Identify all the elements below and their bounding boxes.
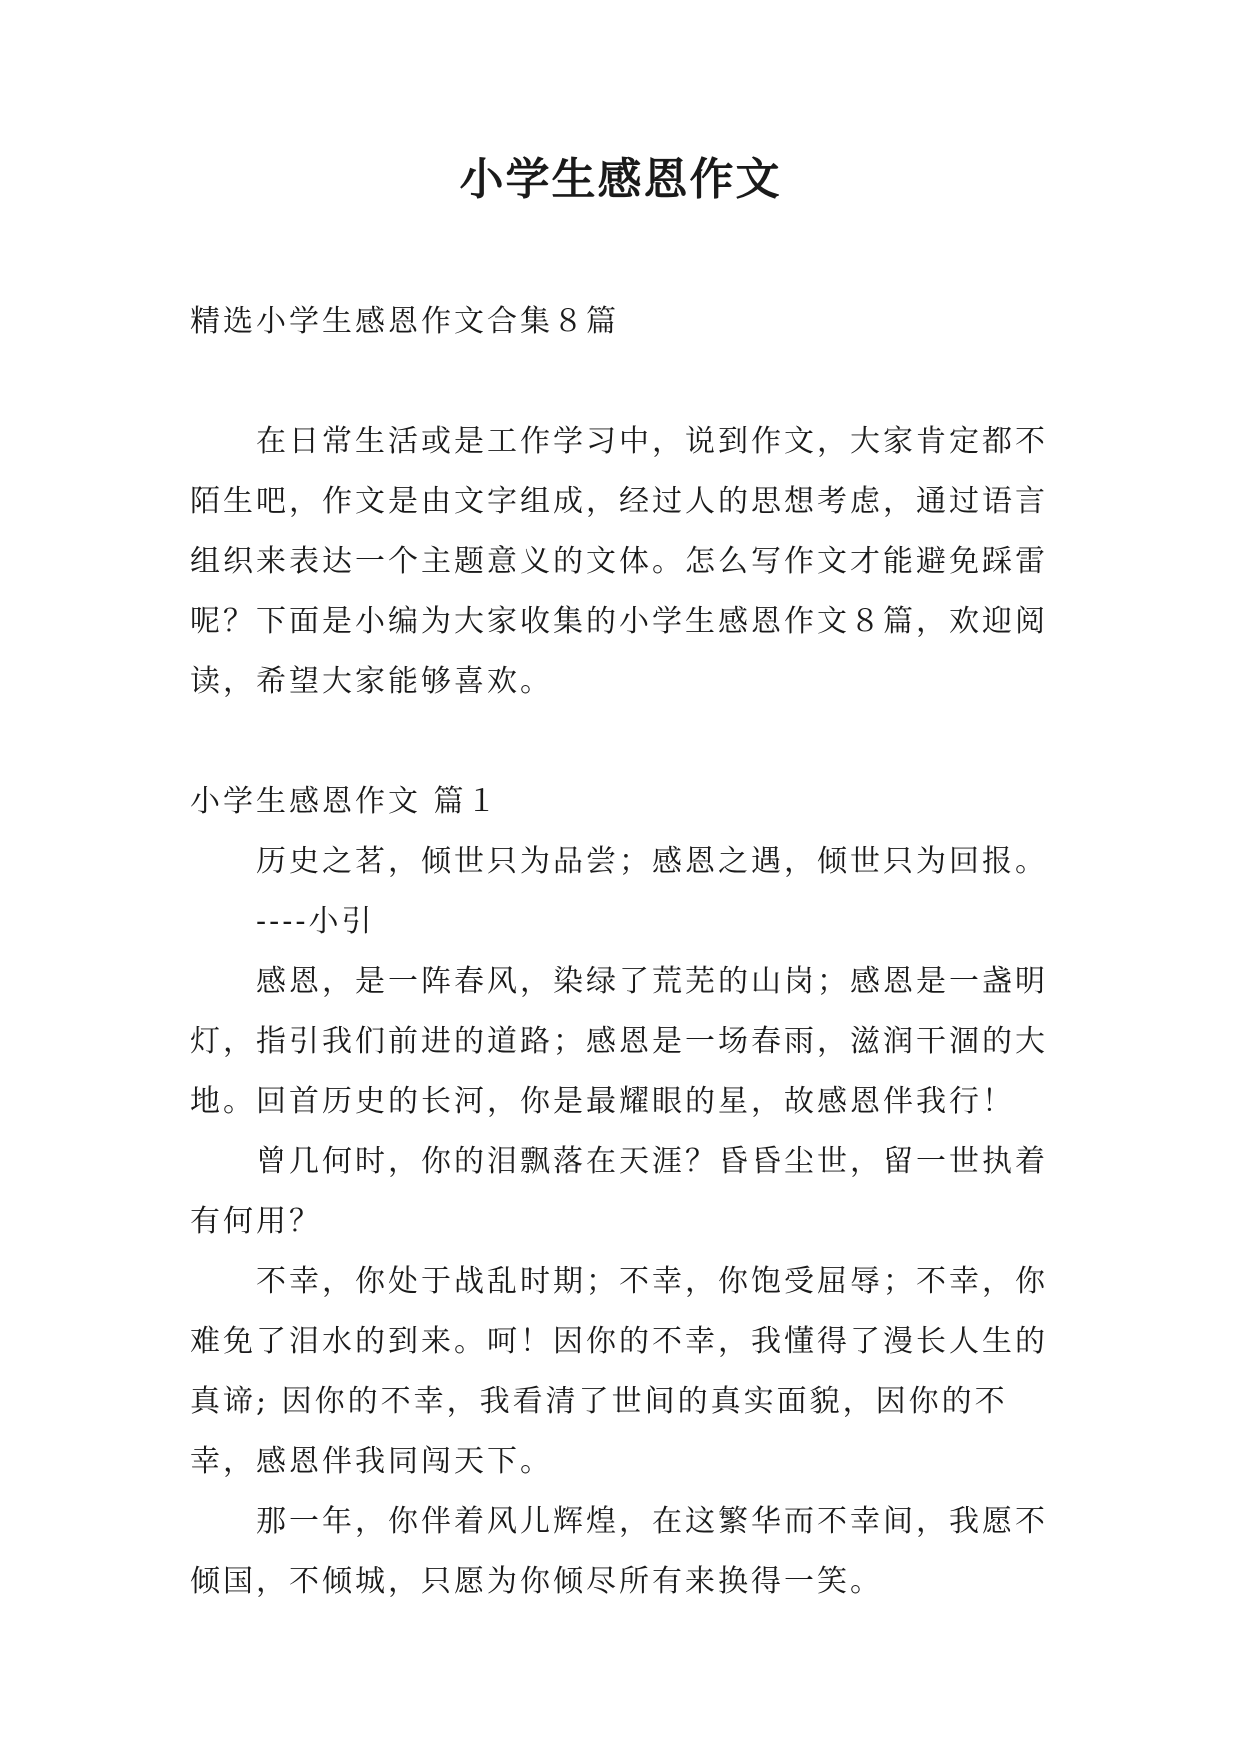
document-subtitle: 精选小学生感恩作文合集８篇 [190, 304, 619, 339]
body-paragraph: 不幸，你处于战乱时期；不幸，你饱受屈辱；不幸，你难免了泪水的到来。呵！因你的不幸，我懂得了漫长人生的真谛; 因你的不幸，我看清了世间的真实面貌，因你的不幸，感恩伴我同闯天下。 [190, 1264, 1048, 1479]
body-paragraph: 感恩，是一阵春风，染绿了荒芜的山岗；感恩是一盏明灯，指引我们前进的道路；感恩是一场春雨，滋润干涸的大地。回首历史的长河，你是最耀眼的星，故感恩伴我行！ [190, 964, 1048, 1119]
document-body [190, 292, 1060, 1612]
body-paragraph: ----小引 [256, 904, 375, 939]
intro-paragraph: 在日常生活或是工作学习中，说到作文，大家肯定都不陌生吧，作文是由文字组成，经过人的思想考虑，通过语言组织来表达一个主题意义的文体。怎么写作文才能避免踩雷呢？下面是小编为大家收集的小学生感恩作文８篇，欢迎阅读，希望大家能够喜欢。 [190, 424, 1048, 699]
body-paragraph: 曾几何时，你的泪飘落在天涯？昏昏尘世，留一世执着有何用？ [190, 1144, 1048, 1239]
body-paragraph: 历史之茗，倾世只为品尝；感恩之遇，倾世只为回报。 [256, 844, 1048, 879]
document-title: 小学生感恩作文 [459, 154, 782, 205]
body-paragraph: 那一年，你伴着风儿辉煌，在这繁华而不幸间，我愿不倾国，不倾城，只愿为你倾尽所有来换得一笑。 [190, 1504, 1048, 1599]
section-heading: 小学生感恩作文 篇１ [190, 784, 500, 819]
